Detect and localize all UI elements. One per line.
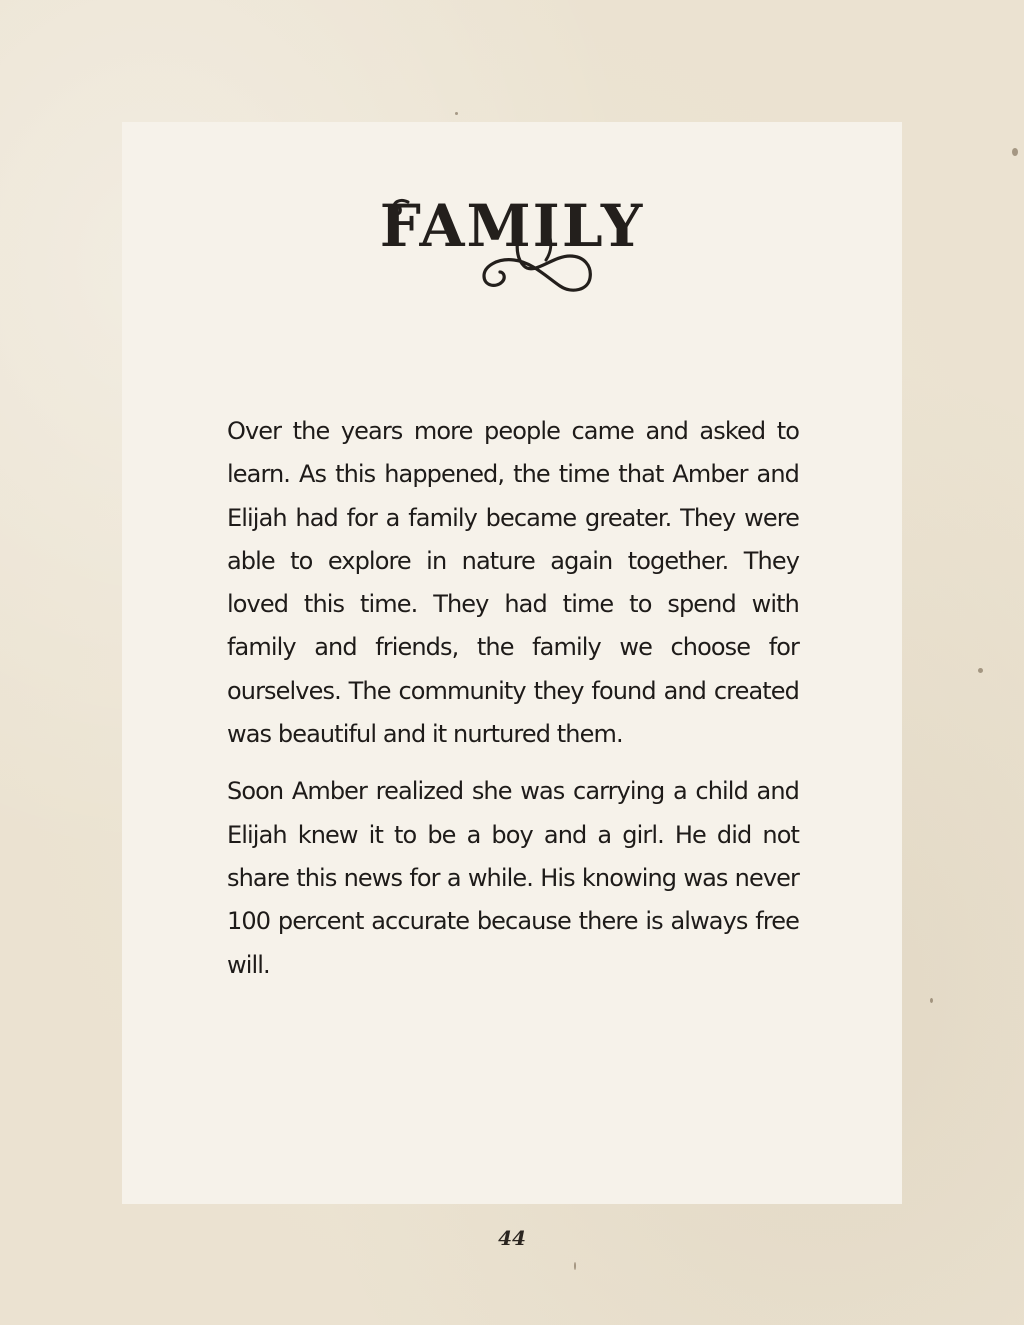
- body-text: [227, 410, 799, 1001]
- paper-speck: [1012, 148, 1018, 156]
- paragraph-1: Over the years more people came and asked to learn. As this happened, the time that Amber and Elijah had for a family became greater. They were able to explore in nature again together. They loved this time. They had time to spend with family and friends, the family we choose for ourselves. The community they found and created was beautiful and it nurtured them.: [227, 417, 799, 749]
- paper-speck: [978, 668, 983, 673]
- paper-speck: [455, 112, 458, 115]
- page-title: FAMILY: [379, 192, 645, 260]
- infinity-flourish-icon: [472, 236, 598, 298]
- paper-speck: [930, 998, 933, 1003]
- page-number: 44: [498, 1226, 526, 1250]
- paper-speck: [574, 1262, 576, 1270]
- paragraph-2: Soon Amber realized she was carrying a child and Elijah knew it to be a boy and a girl. He did not share this news for a while. His knowing was never 100 percent accurate because there is always free will.: [227, 777, 799, 979]
